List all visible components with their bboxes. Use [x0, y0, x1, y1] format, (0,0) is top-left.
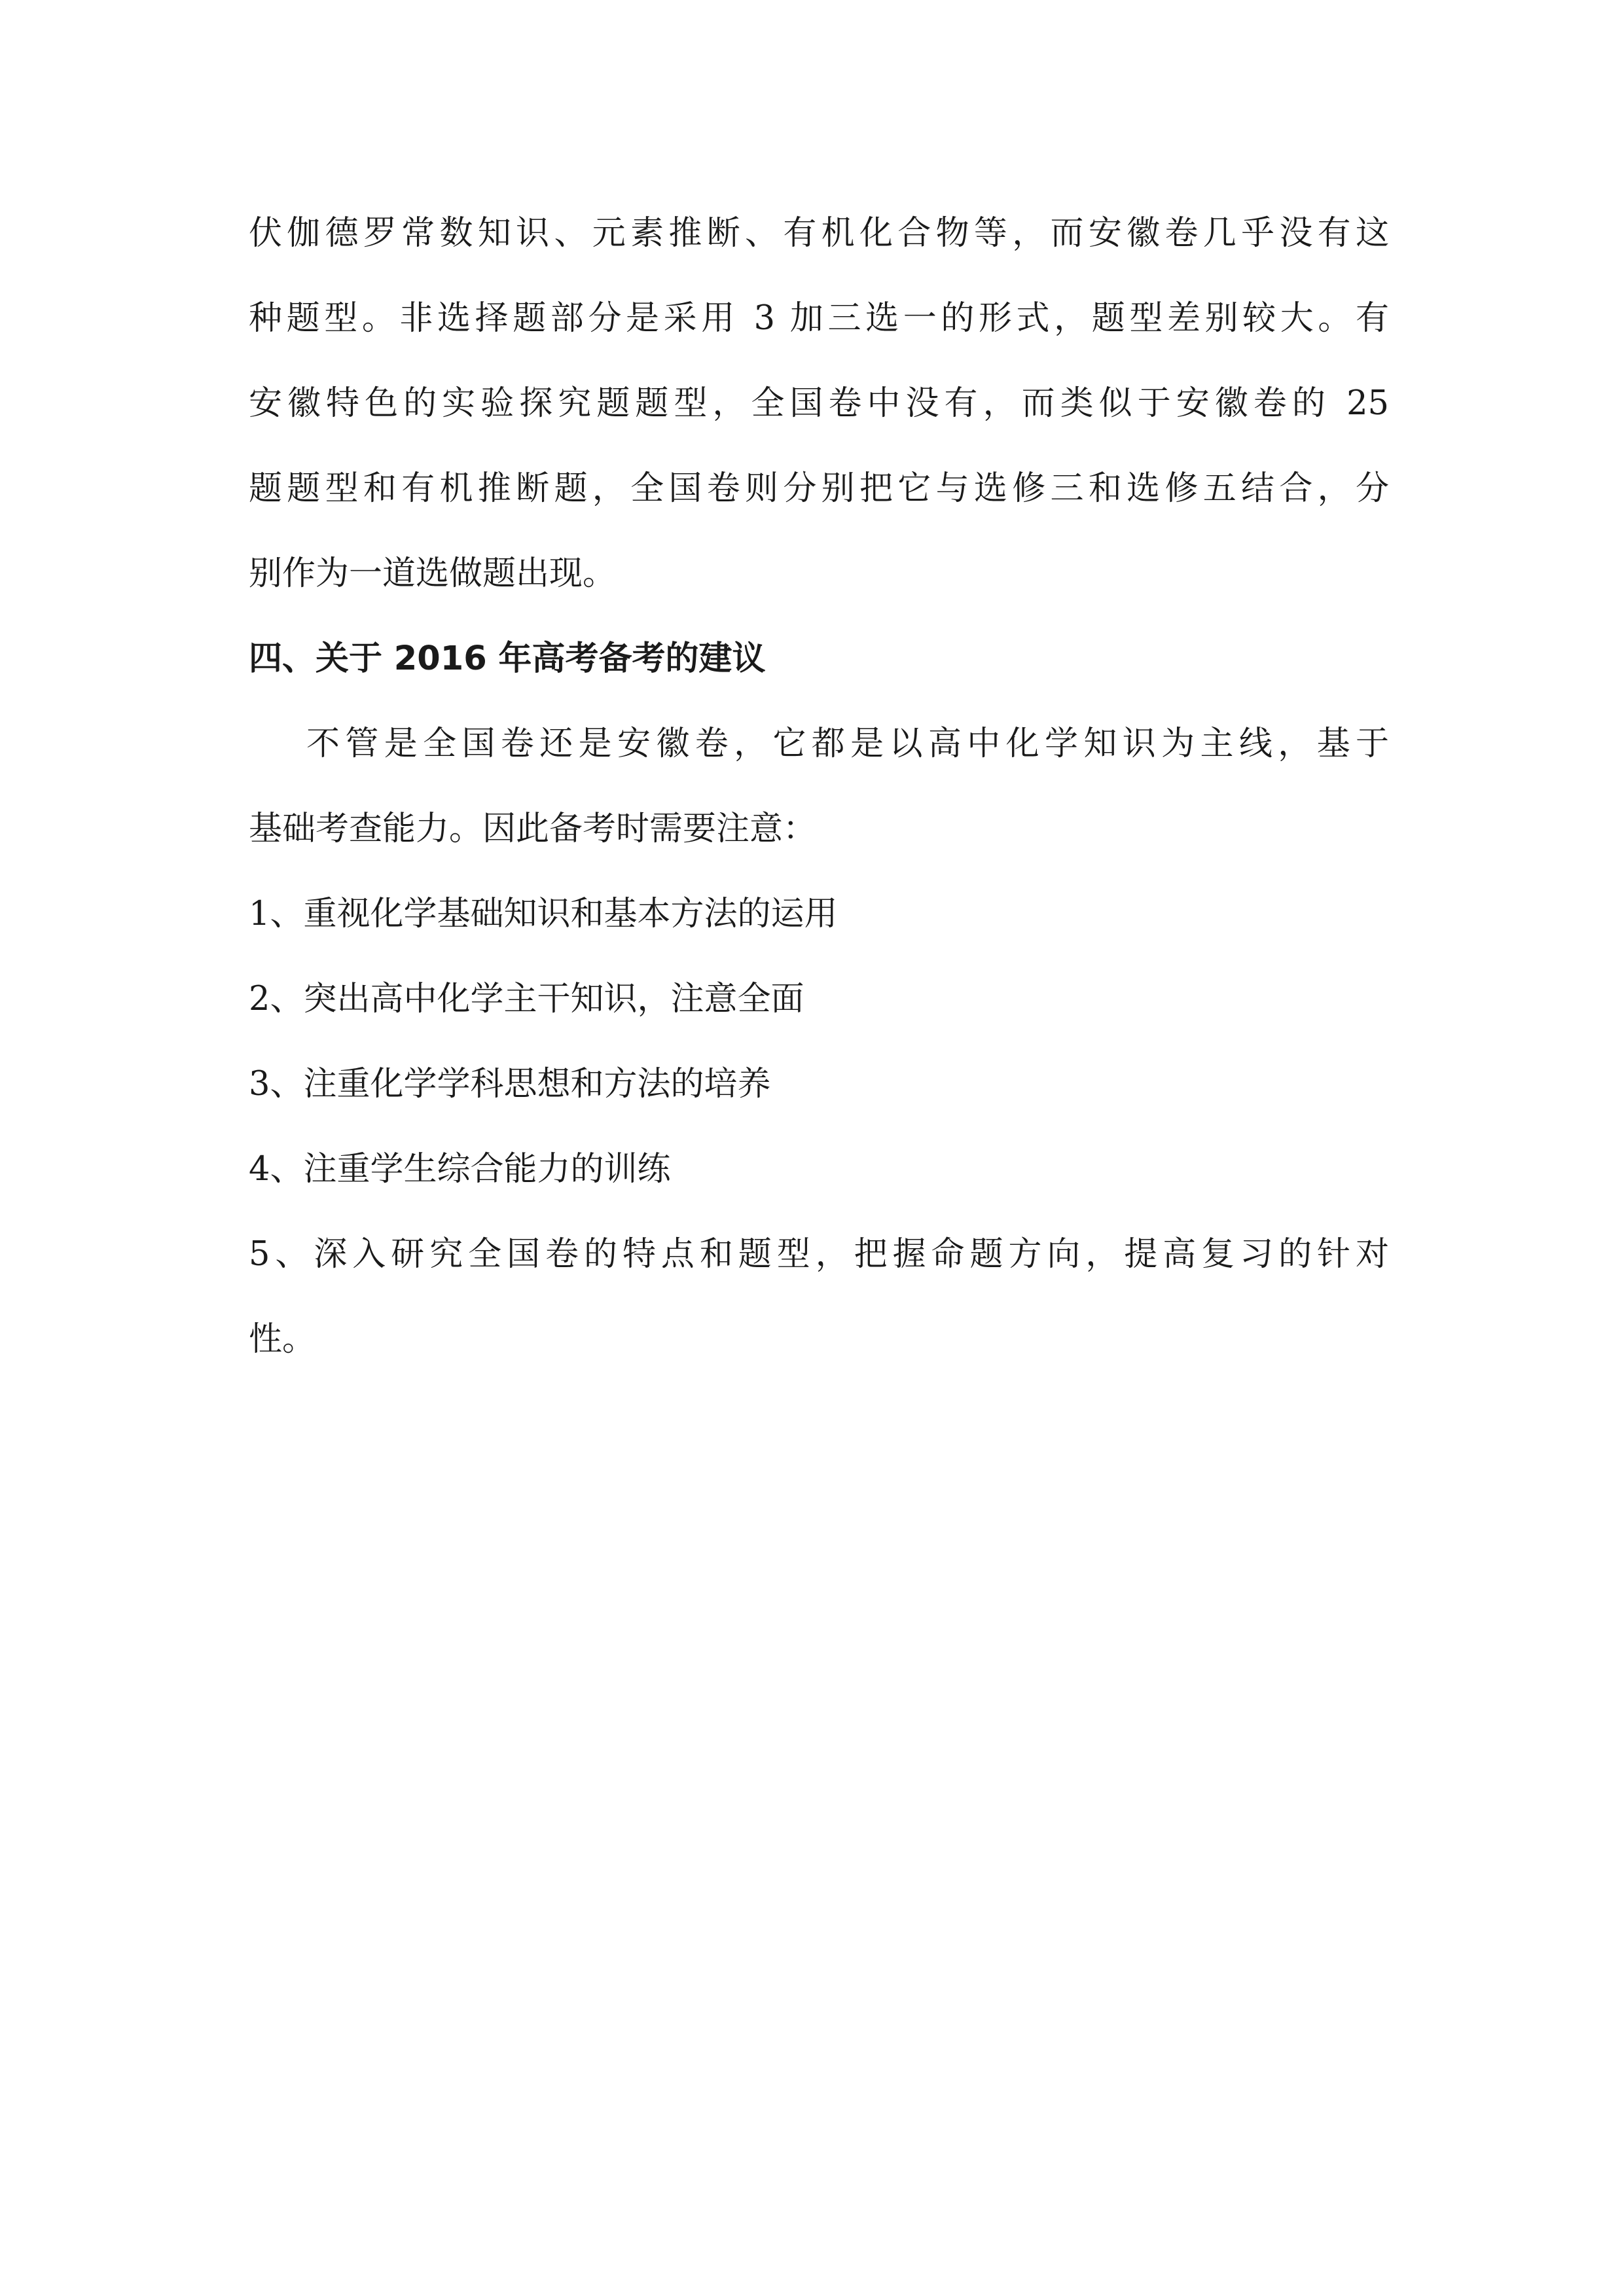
list-item: 2、突出高中化学主干知识，注意全面: [249, 980, 804, 1018]
list-item: 1、重视化学基础知识和基本方法的运用: [249, 895, 838, 933]
paragraph-line: 基础考查能力。因此备考时需要注意：: [249, 810, 817, 848]
list-item: 5、深入研究全国卷的特点和题型，把握命题方向，提高复习的针对: [249, 1235, 1389, 1274]
paragraph-line: 题题型和有机推断题，全国卷则分别把它与选修三和选修五结合，分: [249, 469, 1389, 508]
list-item-continuation: 性。: [249, 1320, 316, 1359]
paragraph-line: 伏伽德罗常数知识、元素推断、有机化合物等，而安徽卷几乎没有这: [249, 214, 1389, 253]
list-item: 4、注重学生综合能力的训练: [249, 1150, 671, 1189]
paragraph-line: 种题型。非选择题部分是采用 3 加三选一的形式，题型差别较大。有: [249, 299, 1389, 338]
list-item: 3、注重化学学科思想和方法的培养: [249, 1065, 771, 1103]
section-heading: 四、关于 2016 年高考备考的建议: [249, 639, 766, 678]
paragraph-line: 别作为一道选做题出现。: [249, 554, 617, 593]
paragraph-line: 安徽特色的实验探究题题型，全国卷中没有，而类似于安徽卷的 25: [249, 384, 1389, 423]
paragraph-line: 不管是全国卷还是安徽卷，它都是以高中化学知识为主线，基于: [306, 725, 1389, 763]
